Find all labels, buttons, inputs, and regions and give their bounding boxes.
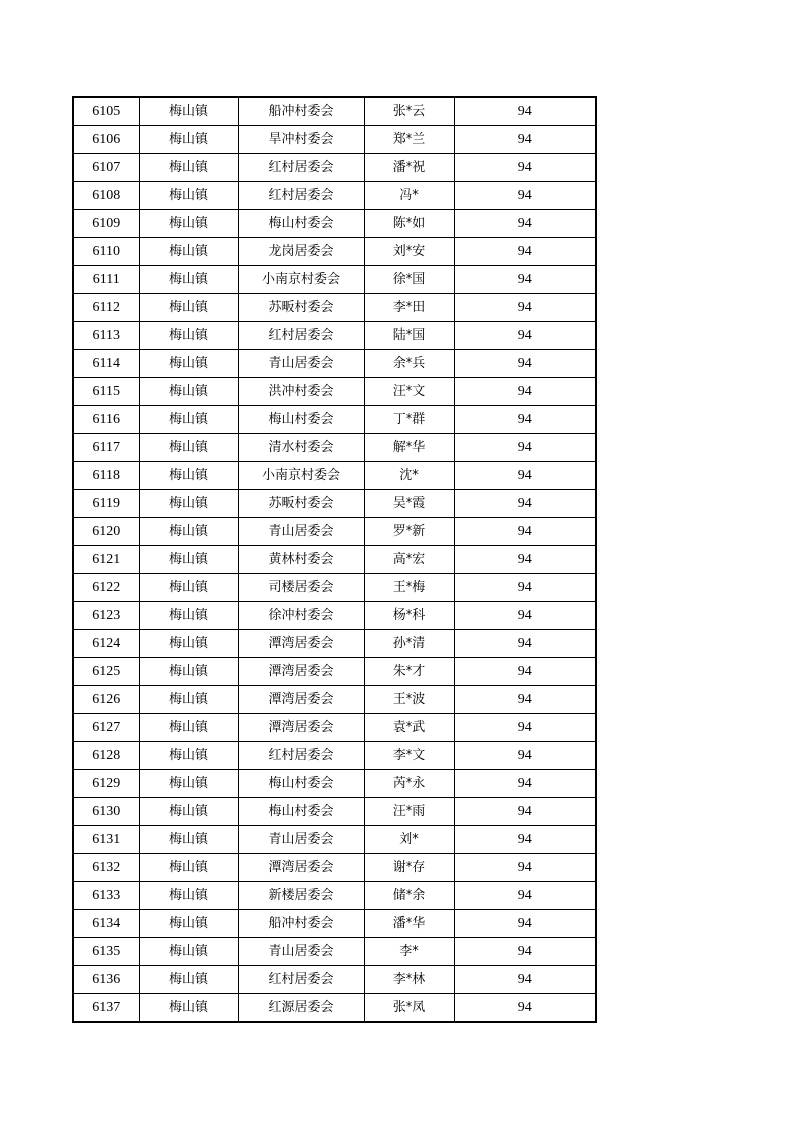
name-cell: 李*田 (364, 294, 454, 322)
village-cell: 新楼居委会 (238, 882, 364, 910)
table-row (73, 938, 596, 966)
row-number: 6121 (73, 546, 139, 574)
table-row (73, 266, 596, 294)
village-cell: 黄林村委会 (238, 546, 364, 574)
table-row (73, 350, 596, 378)
village-cell: 徐冲村委会 (238, 602, 364, 630)
table-row (73, 546, 596, 574)
town-cell: 梅山镇 (139, 910, 238, 938)
table-row (73, 294, 596, 322)
row-number: 6122 (73, 574, 139, 602)
row-number: 6106 (73, 126, 139, 154)
table-row (73, 97, 596, 126)
table-row (73, 154, 596, 182)
table-row (73, 126, 596, 154)
village-cell: 龙岗居委会 (238, 238, 364, 266)
table-row (73, 714, 596, 742)
table-row (73, 574, 596, 602)
table-row (73, 378, 596, 406)
town-cell: 梅山镇 (139, 97, 238, 126)
village-cell: 梅山村委会 (238, 210, 364, 238)
village-cell: 青山居委会 (238, 350, 364, 378)
town-cell: 梅山镇 (139, 238, 238, 266)
row-number: 6110 (73, 238, 139, 266)
name-cell: 陆*国 (364, 322, 454, 350)
table-row (73, 182, 596, 210)
town-cell: 梅山镇 (139, 602, 238, 630)
village-cell: 梅山村委会 (238, 406, 364, 434)
score-cell: 94 (454, 490, 596, 518)
table-row (73, 238, 596, 266)
name-cell: 解*华 (364, 434, 454, 462)
row-number: 6134 (73, 910, 139, 938)
town-cell: 梅山镇 (139, 154, 238, 182)
score-cell: 94 (454, 378, 596, 406)
row-number: 6132 (73, 854, 139, 882)
row-number: 6113 (73, 322, 139, 350)
village-cell: 红村居委会 (238, 742, 364, 770)
score-cell: 94 (454, 266, 596, 294)
row-number: 6115 (73, 378, 139, 406)
table-row (73, 322, 596, 350)
name-cell: 刘* (364, 826, 454, 854)
row-number: 6111 (73, 266, 139, 294)
table-row (73, 994, 596, 1023)
score-cell: 94 (454, 434, 596, 462)
town-cell: 梅山镇 (139, 210, 238, 238)
table-row (73, 854, 596, 882)
table-row (73, 210, 596, 238)
village-cell: 清水村委会 (238, 434, 364, 462)
score-cell: 94 (454, 686, 596, 714)
table-row (73, 658, 596, 686)
name-cell: 袁*武 (364, 714, 454, 742)
row-number: 6129 (73, 770, 139, 798)
town-cell: 梅山镇 (139, 994, 238, 1023)
name-cell: 汪*雨 (364, 798, 454, 826)
town-cell: 梅山镇 (139, 406, 238, 434)
table-row (73, 602, 596, 630)
village-cell: 红村居委会 (238, 966, 364, 994)
town-cell: 梅山镇 (139, 798, 238, 826)
town-cell: 梅山镇 (139, 770, 238, 798)
village-cell: 青山居委会 (238, 826, 364, 854)
score-cell: 94 (454, 910, 596, 938)
village-cell: 洪冲村委会 (238, 378, 364, 406)
row-number: 6127 (73, 714, 139, 742)
name-cell: 李* (364, 938, 454, 966)
row-number: 6126 (73, 686, 139, 714)
score-cell: 94 (454, 966, 596, 994)
name-cell: 罗*新 (364, 518, 454, 546)
row-number: 6135 (73, 938, 139, 966)
village-cell: 红村居委会 (238, 322, 364, 350)
town-cell: 梅山镇 (139, 434, 238, 462)
village-cell: 红村居委会 (238, 154, 364, 182)
score-cell: 94 (454, 238, 596, 266)
town-cell: 梅山镇 (139, 686, 238, 714)
town-cell: 梅山镇 (139, 266, 238, 294)
score-cell: 94 (454, 658, 596, 686)
row-number: 6119 (73, 490, 139, 518)
village-cell: 潭湾居委会 (238, 686, 364, 714)
score-cell: 94 (454, 994, 596, 1023)
score-cell: 94 (454, 574, 596, 602)
table-row (73, 630, 596, 658)
village-cell: 小南京村委会 (238, 462, 364, 490)
score-cell: 94 (454, 322, 596, 350)
score-cell: 94 (454, 546, 596, 574)
score-cell: 94 (454, 126, 596, 154)
name-cell: 刘*安 (364, 238, 454, 266)
table-row (73, 826, 596, 854)
village-cell: 旱冲村委会 (238, 126, 364, 154)
table-row (73, 770, 596, 798)
name-cell: 汪*文 (364, 378, 454, 406)
row-number: 6130 (73, 798, 139, 826)
row-number: 6120 (73, 518, 139, 546)
village-cell: 船冲村委会 (238, 910, 364, 938)
score-cell: 94 (454, 826, 596, 854)
town-cell: 梅山镇 (139, 630, 238, 658)
name-cell: 徐*国 (364, 266, 454, 294)
town-cell: 梅山镇 (139, 546, 238, 574)
village-cell: 苏畈村委会 (238, 294, 364, 322)
town-cell: 梅山镇 (139, 742, 238, 770)
name-cell: 冯* (364, 182, 454, 210)
town-cell: 梅山镇 (139, 490, 238, 518)
table-row (73, 462, 596, 490)
village-cell: 红村居委会 (238, 182, 364, 210)
name-cell: 丁*群 (364, 406, 454, 434)
village-cell: 潭湾居委会 (238, 714, 364, 742)
table-body (73, 97, 596, 1022)
row-number: 6105 (73, 97, 139, 126)
score-cell: 94 (454, 742, 596, 770)
table-row (73, 686, 596, 714)
row-number: 6136 (73, 966, 139, 994)
name-cell: 李*文 (364, 742, 454, 770)
row-number: 6107 (73, 154, 139, 182)
row-number: 6116 (73, 406, 139, 434)
town-cell: 梅山镇 (139, 938, 238, 966)
score-cell: 94 (454, 518, 596, 546)
name-cell: 王*波 (364, 686, 454, 714)
score-cell: 94 (454, 154, 596, 182)
score-cell: 94 (454, 406, 596, 434)
table-row (73, 434, 596, 462)
name-cell: 杨*科 (364, 602, 454, 630)
score-cell: 94 (454, 854, 596, 882)
name-cell: 高*宏 (364, 546, 454, 574)
score-cell: 94 (454, 938, 596, 966)
row-number: 6114 (73, 350, 139, 378)
row-number: 6108 (73, 182, 139, 210)
score-cell: 94 (454, 350, 596, 378)
table-row (73, 406, 596, 434)
town-cell: 梅山镇 (139, 854, 238, 882)
table-row (73, 966, 596, 994)
town-cell: 梅山镇 (139, 350, 238, 378)
row-number: 6123 (73, 602, 139, 630)
row-number: 6117 (73, 434, 139, 462)
village-cell: 船冲村委会 (238, 97, 364, 126)
row-number: 6124 (73, 630, 139, 658)
table-row (73, 490, 596, 518)
score-cell: 94 (454, 97, 596, 126)
table-row (73, 798, 596, 826)
name-cell: 郑*兰 (364, 126, 454, 154)
town-cell: 梅山镇 (139, 574, 238, 602)
village-cell: 小南京村委会 (238, 266, 364, 294)
data-table (72, 96, 597, 1023)
village-cell: 苏畈村委会 (238, 490, 364, 518)
score-cell: 94 (454, 602, 596, 630)
name-cell: 余*兵 (364, 350, 454, 378)
town-cell: 梅山镇 (139, 966, 238, 994)
village-cell: 青山居委会 (238, 518, 364, 546)
score-cell: 94 (454, 210, 596, 238)
name-cell: 吴*霞 (364, 490, 454, 518)
table-row (73, 882, 596, 910)
village-cell: 潭湾居委会 (238, 630, 364, 658)
town-cell: 梅山镇 (139, 294, 238, 322)
name-cell: 芮*永 (364, 770, 454, 798)
row-number: 6125 (73, 658, 139, 686)
village-cell: 司楼居委会 (238, 574, 364, 602)
table-row (73, 742, 596, 770)
name-cell: 谢*存 (364, 854, 454, 882)
village-cell: 潭湾居委会 (238, 854, 364, 882)
row-number: 6112 (73, 294, 139, 322)
name-cell: 李*林 (364, 966, 454, 994)
score-cell: 94 (454, 882, 596, 910)
score-cell: 94 (454, 462, 596, 490)
score-cell: 94 (454, 630, 596, 658)
table-row (73, 518, 596, 546)
row-number: 6137 (73, 994, 139, 1023)
town-cell: 梅山镇 (139, 882, 238, 910)
town-cell: 梅山镇 (139, 462, 238, 490)
score-cell: 94 (454, 714, 596, 742)
village-cell: 梅山村委会 (238, 770, 364, 798)
score-cell: 94 (454, 798, 596, 826)
name-cell: 潘*祝 (364, 154, 454, 182)
row-number: 6128 (73, 742, 139, 770)
table-row (73, 910, 596, 938)
town-cell: 梅山镇 (139, 378, 238, 406)
name-cell: 朱*才 (364, 658, 454, 686)
village-cell: 红源居委会 (238, 994, 364, 1023)
name-cell: 张*凤 (364, 994, 454, 1023)
name-cell: 潘*华 (364, 910, 454, 938)
town-cell: 梅山镇 (139, 182, 238, 210)
score-cell: 94 (454, 294, 596, 322)
row-number: 6131 (73, 826, 139, 854)
town-cell: 梅山镇 (139, 518, 238, 546)
town-cell: 梅山镇 (139, 826, 238, 854)
name-cell: 张*云 (364, 97, 454, 126)
town-cell: 梅山镇 (139, 126, 238, 154)
town-cell: 梅山镇 (139, 714, 238, 742)
name-cell: 王*梅 (364, 574, 454, 602)
row-number: 6109 (73, 210, 139, 238)
village-cell: 梅山村委会 (238, 798, 364, 826)
name-cell: 储*余 (364, 882, 454, 910)
village-cell: 青山居委会 (238, 938, 364, 966)
score-cell: 94 (454, 770, 596, 798)
town-cell: 梅山镇 (139, 322, 238, 350)
score-cell: 94 (454, 182, 596, 210)
row-number: 6118 (73, 462, 139, 490)
row-number: 6133 (73, 882, 139, 910)
village-cell: 潭湾居委会 (238, 658, 364, 686)
name-cell: 陈*如 (364, 210, 454, 238)
name-cell: 沈* (364, 462, 454, 490)
name-cell: 孙*清 (364, 630, 454, 658)
town-cell: 梅山镇 (139, 658, 238, 686)
